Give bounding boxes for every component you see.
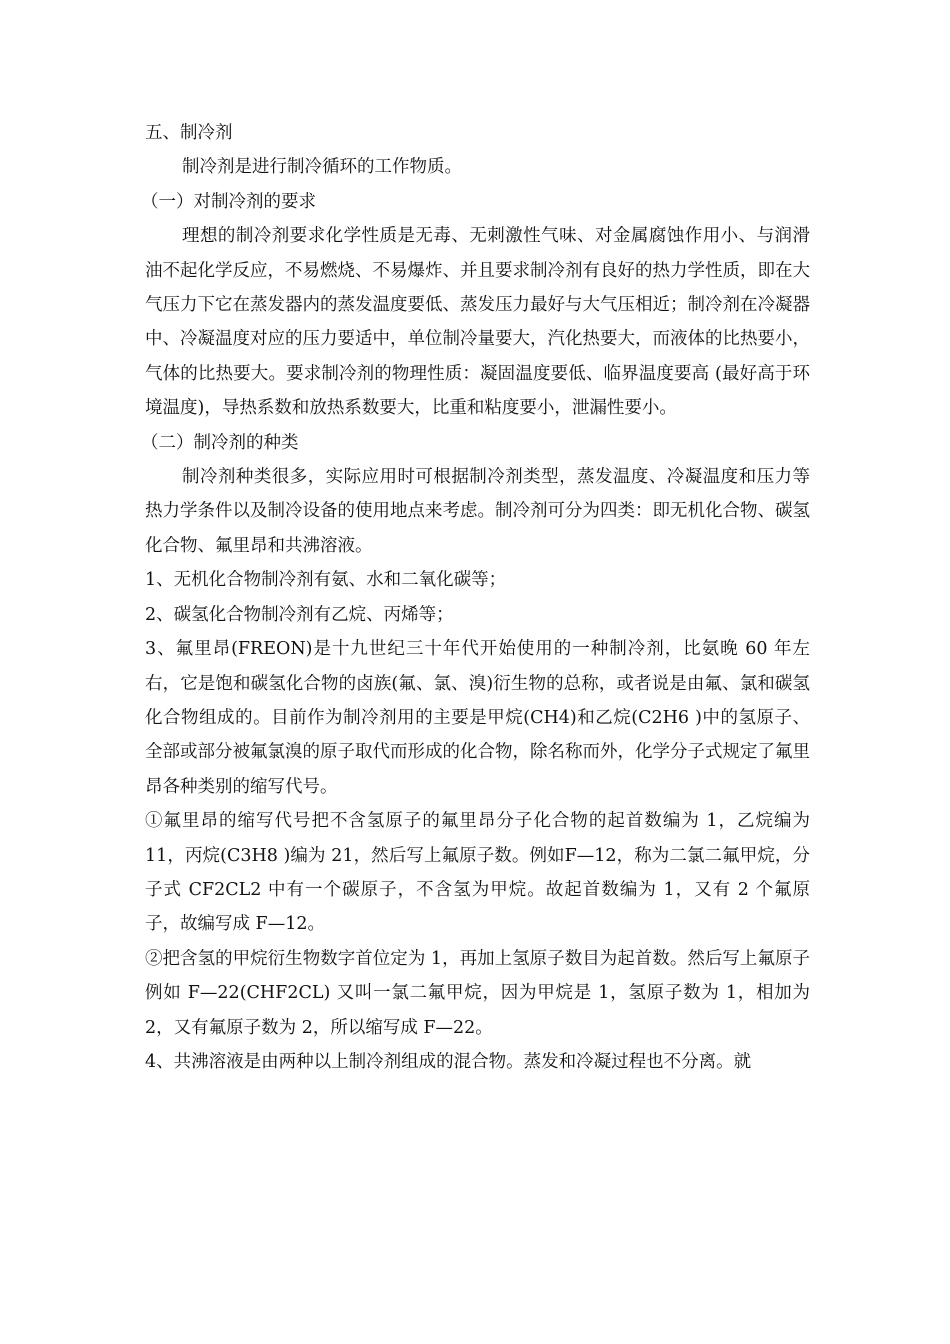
list-item-hydrocarbon: 2、碳氢化合物制冷剂有乙烷、丙烯等；: [145, 604, 454, 625]
document-body: [141, 116, 810, 1079]
types-paragraph: 制冷剂种类很多，实际应用时可根据制冷剂类型，蒸发温度、冷凝温度和压力等热力学条件以及制冷设备的使用地点来考虑。制冷剂可分为四类：即无机化合物、碳氢化合物、氟里昂和共沸溶液。: [145, 467, 810, 556]
note-freon-code-1: ①氟里昂的缩写代号把不含氢原子的氟里昂分子化合物的起首数编为 1，乙烷编为 11，丙烷(C3H8 )编为 21，然后写上氟原子数。例如F—12，称为二氯二氟甲烷，分子式 CF2CL2 中有一个碳原子，不含氢为甲烷。故起首数编为 1，又有 2 个氟原子，故编写成 F—12。: [145, 811, 810, 935]
list-item-inorganic: 1、无机化合物制冷剂有氨、水和二氧化碳等；: [145, 570, 507, 591]
list-item-freon: 3、氟里昂(FREON)是十九世纪三十年代开始使用的一种制冷剂，比氨晚 60 年左右，它是饱和碳氢化合物的卤族(氟、氯、溴)衍生物的总称，或者说是由氟、氯和碳氢化合物组成的。目前作为制冷剂用的主要是甲烷(CH4)和乙烷(C2H6 )中的氢原子、全部或部分被氟氯溴的原子取代而形成的化合物，除名称而外，化学分子式规定了氟里昂各种类别的缩写代号。: [145, 639, 810, 797]
note-freon-code-2: ②把含氢的甲烷衍生物数字首位定为 1，再加上氢原子数目为起首数。然后写上氟原子例如 F—22(CHF2CL) 又叫一氯二氟甲烷，因为甲烷是 1，氢原子数为 1，相加为 2，又有氟原子数为 2，所以缩写成 F—22。: [145, 948, 810, 1038]
subsection-title-types: （二）制冷剂的种类: [141, 432, 299, 453]
intro-paragraph: 制冷剂是进行制冷循环的工作物质。: [182, 157, 462, 178]
subsection-title-requirements: （一）对制冷剂的要求: [141, 191, 316, 212]
list-item-azeotrope: 4、共沸溶液是由两种以上制冷剂组成的混合物。蒸发和冷凝过程也不分离。就: [145, 1051, 752, 1072]
section-title: 五、制冷剂: [145, 123, 233, 143]
requirements-paragraph: 理想的制冷剂要求化学性质是无毒、无刺激性气味、对金属腐蚀作用小、与润滑油不起化学反应，不易燃烧、不易爆炸、并且要求制冷剂有良好的热力学性质，即在大气压力下它在蒸发器内的蒸发温度要低、蒸发压力最好与大气压相近；制冷剂在冷凝器中、冷凝温度对应的压力要适中，单位制冷量要大，汽化热要大，而液体的比热要小，气体的比热要大。要求制冷剂的物理性质：凝固温度要低、临界温度要高 (最好高于环境温度)，导热系数和放热系数要大，比重和粘度要小，泄漏性要小。: [145, 226, 810, 419]
